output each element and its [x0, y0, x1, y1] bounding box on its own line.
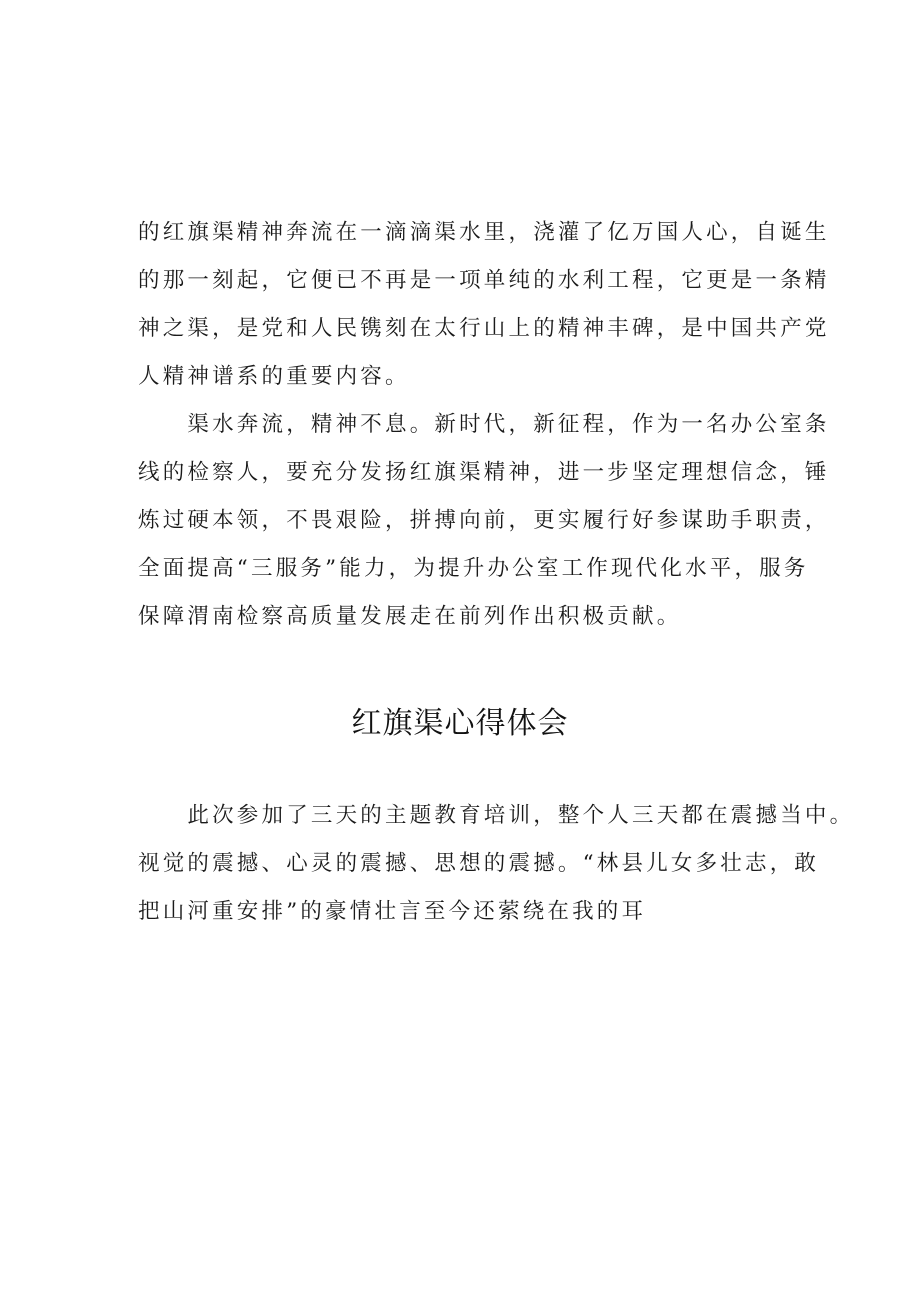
section-title: 红旗渠心得体会: [351, 706, 569, 741]
paragraph-1-line-1: 的红旗渠精神奔流在一滴滴渠水里，浇灌了亿万国人心，自诞生: [138, 220, 830, 245]
paragraph-3-line-3: 把山河重安排”的豪情壮言至今还萦绕在我的耳: [138, 899, 647, 924]
paragraph-3-line-1: 此次参加了三天的主题教育培训，整个人三天都在震撼当中。: [138, 803, 855, 828]
paragraph-2-line-5: 保障渭南检察高质量发展走在前列作出积极贡献。: [138, 604, 682, 629]
paragraph-2-line-1: 渠水奔流，精神不息。新时代，新征程，作为一名办公室条: [138, 412, 830, 437]
paragraph-1-line-2: 的那一刻起，它便已不再是一项单纯的水利工程，它更是一条精: [138, 268, 830, 293]
paragraph-2-line-2: 线的检察人，要充分发扬红旗渠精神，进一步坚定理想信念，锤: [138, 460, 830, 485]
paragraph-2-line-4: 全面提高“三服务”能力，为提升办公室工作现代化水平，服务: [138, 556, 809, 581]
paragraph-1-line-3: 神之渠，是党和人民镌刻在太行山上的精神丰碑，是中国共产党: [138, 316, 830, 341]
paragraph-3-line-2: 视觉的震撼、心灵的震撼、思想的震撼。“林县儿女多壮志，敢: [138, 851, 820, 876]
paragraph-1-line-4: 人精神谱系的重要内容。: [138, 364, 410, 389]
paragraph-2-line-3: 炼过硬本领，不畏艰险，拼搏向前，更实履行好参谋助手职责，: [138, 508, 830, 533]
